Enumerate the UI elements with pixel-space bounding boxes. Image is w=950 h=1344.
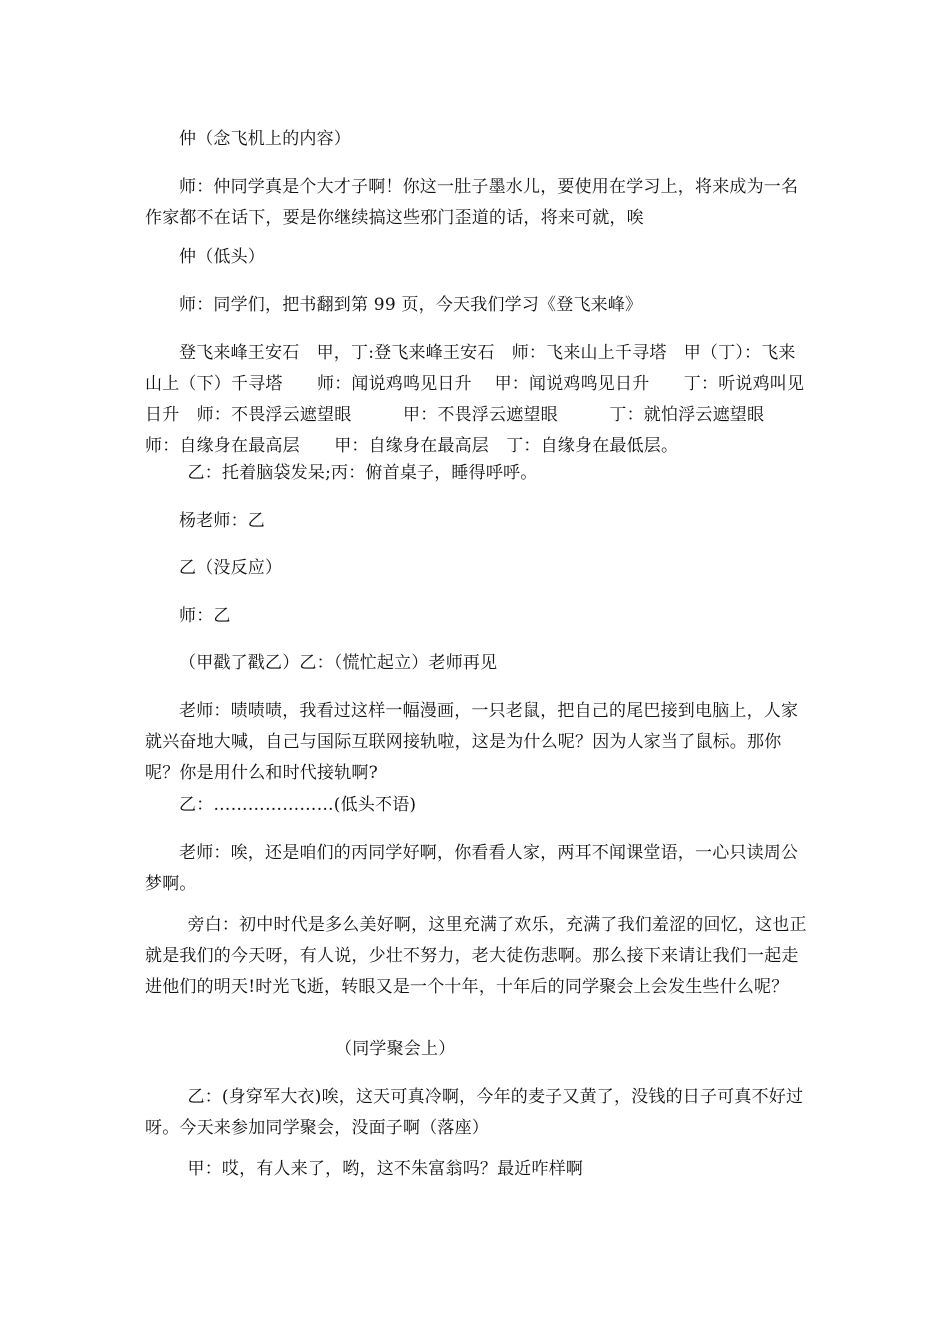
paragraph-15: （同学聚会上） xyxy=(335,1039,456,1059)
paragraph-9: 师：乙 xyxy=(179,606,231,626)
paragraph-8: 乙（没反应） xyxy=(179,558,283,578)
paragraph-2: 师：仲同学真是个大才子啊！你这一肚子墨水儿，要使用在学习上，将来成为一名作家都不在话下，要是你继续搞这些邪门歪道的话，将来可就，唉 xyxy=(145,177,799,228)
paragraph-17: 甲：哎，有人来了，哟，这不朱富翁吗？最近咋样啊 xyxy=(187,1159,584,1179)
paragraph-12: 乙：…………………(低头不语) xyxy=(179,795,417,815)
paragraph-7: 杨老师：乙 xyxy=(179,511,265,531)
paragraph-16: 乙：(身穿军大衣)唉，这天可真冷啊，今年的麦子又黄了，没钱的日子可真不好过呀。今天来参加同学聚会，没面子啊（落座） xyxy=(145,1087,804,1138)
paragraph-5: 登飞来峰王安石 甲，丁:登飞来峰王安石 师：飞来山上千寻塔 甲（丁）：飞来山上（下）千寻塔 师：闻说鸡鸣见日升 甲：闻说鸡鸣见日升 丁：听说鸡叫见日升 师：不畏浮云遮望眼 甲：不畏浮云遮望眼 丁：就怕浮云遮望眼 师：自缘身在最高层 甲：自缘身在最高层 丁：自缘身在最低层。 xyxy=(145,343,805,456)
paragraph-1: 仲（念飞机上的内容） xyxy=(179,129,351,149)
paragraph-13: 老师：唉，还是咱们的丙同学好啊，你看看人家，两耳不闻课堂语，一心只读周公梦啊。 xyxy=(145,843,799,894)
paragraph-11: 老师：啧啧啧，我看过这样一幅漫画，一只老鼠，把自己的尾巴接到电脑上，人家就兴奋地大喊，自己与国际互联网接轨啦，这是为什么呢？因为人家当了鼠标。那你呢？你是用什么和时代接轨啊? xyxy=(145,701,799,783)
paragraph-4: 师：同学们，把书翻到第 99 页，今天我们学习《登飞来峰》 xyxy=(179,295,643,315)
paragraph-14: 旁白：初中时代是多么美好啊，这里充满了欢乐，充满了我们羞涩的回忆，这也正就是我们的今天呀，有人说，少壮不努力，老大徒伤悲啊。那么接下来请让我们一起走进他们的明天!时光飞逝，转眼又是一个十年，十年后的同学聚会上会发生些什么呢？ xyxy=(145,915,807,997)
paragraph-3: 仲（低头） xyxy=(179,247,265,267)
paragraph-6: 乙：托着脑袋发呆;丙：俯首桌子，睡得呼呼。 xyxy=(187,463,538,483)
paragraph-10: （甲戳了戳乙）乙：（慌忙起立）老师再见 xyxy=(179,653,498,673)
